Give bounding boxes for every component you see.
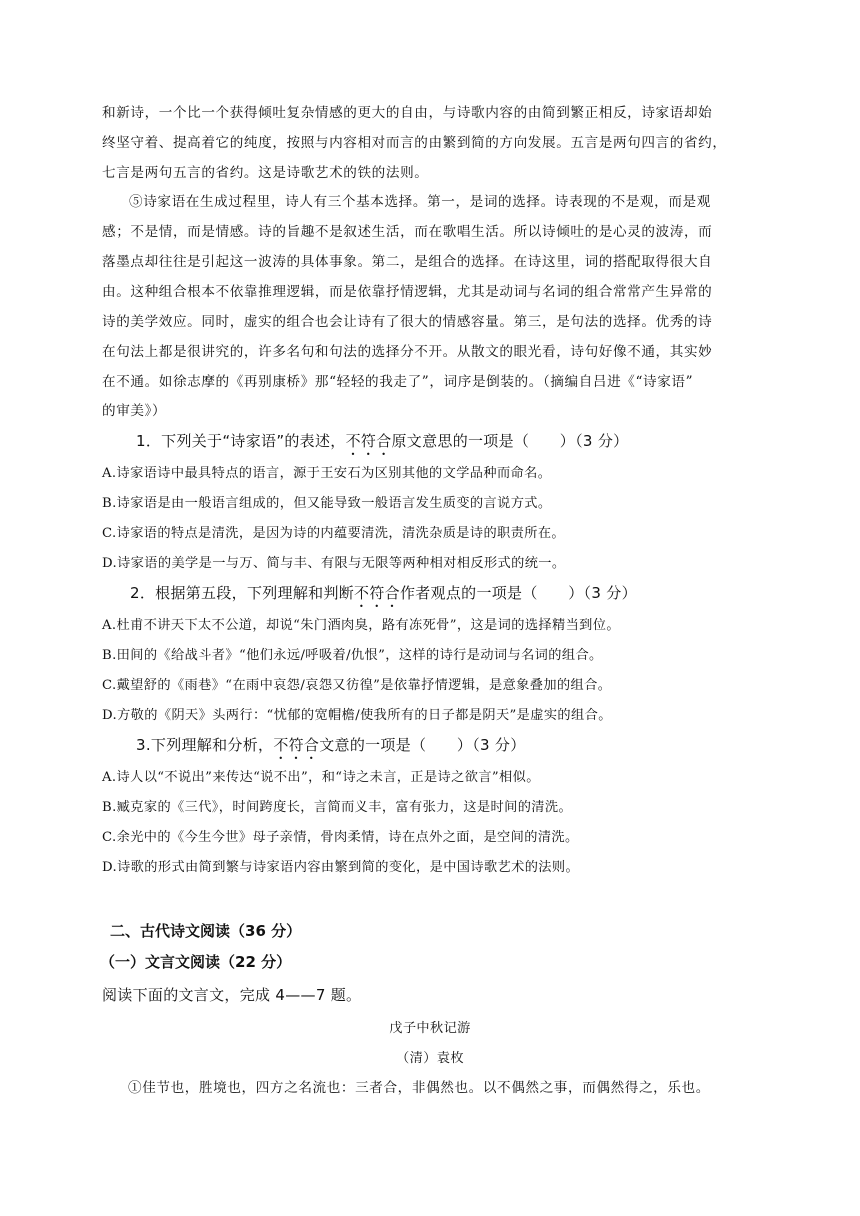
option-d: D.方敬的《阴天》头两行：“忧郁的宽帽檐/使我所有的日子都是阴天”是虚实的组合。	[102, 708, 612, 723]
passage-line: 感；不是情，而是情感。诗的旨趣不是叙述生活，而在歌唱生活。所以诗倾吐的是心灵的波涛，而	[102, 224, 713, 240]
option-c: C.戴望舒的《雨巷》“在雨中哀怨/哀怨又彷徨”是依靠抒情逻辑，是意象叠加的组合。	[102, 678, 612, 693]
option-d: D.诗家语的美学是一与万、简与丰、有限与无限等两种相对相反形式的统一。	[102, 556, 566, 571]
option-c: C.余光中的《今生今世》母子亲情，骨肉柔情，诗在点外之面，是空间的清洗。	[102, 830, 579, 845]
option-a: A.杜甫不讲天下太不公道，却说“朱门酒肉臭，路有冻死骨”，这是词的选择精当到位。	[102, 618, 620, 633]
question-1-stem: 1．下列关于“诗家语”的表述，不符合原文意思的一项是（ ）（3 分）	[136, 432, 629, 450]
option-a: A.诗人以“不说出”来传达“说不出”，和“诗之未言，正是诗之欲言”相似。	[102, 770, 540, 785]
emphasis-text: 不符合	[273, 736, 320, 754]
essay-author: （清）袁枚	[396, 1051, 464, 1066]
emphasis-text: 不符合	[354, 584, 400, 602]
passage-line: 终坚守着、提高着它的纯度，按照与内容相对而言的由繁到简的方向发展。五言是两句四言的省约，	[102, 135, 727, 151]
passage-line: 七言是两句五言的省约。这是诗歌艺术的铁的法则。	[102, 165, 429, 181]
option-b: B.诗家语是由一般语言组成的，但又能导致一般语言发生质变的言说方式。	[102, 496, 552, 511]
passage-line: 诗的美学效应。同时，虚实的组合也会让诗有了很大的情感容量。第三，是句法的选择。优秀的诗	[102, 314, 713, 330]
passage-line: 在不通。如徐志摩的《再别康桥》那“轻轻的我走了”，词序是倒装的。（摘编自吕进《“诗家语”	[102, 374, 694, 390]
passage-line: 在句法上都是很讲究的，许多名句和句法的选择分不开。从散文的眼光看，诗句好像不通，其实妙	[102, 344, 713, 360]
passage-line: 落墨点却往往是引起这一波涛的具体事象。第二，是组合的选择。在诗这里，词的搭配取得很大自	[102, 254, 713, 270]
option-b: B.田间的《给战斗者》“他们永远/呼吸着/仇恨”，这样的诗行是动词与名词的组合。	[102, 648, 603, 663]
passage-line: 由。这种组合根本不依靠推理逻辑，而是依靠抒情逻辑，尤其是动词与名词的组合常常产生异常的	[102, 284, 713, 300]
passage-line: 的审美》）	[102, 403, 167, 419]
passage-line: ⑤诗家语在生成过程里，诗人有三个基本选择。第一，是词的选择。诗表现的不是观，而是观	[129, 194, 711, 210]
option-d: D.诗歌的形式由简到繁与诗家语内容由繁到简的变化，是中国诗歌艺术的法则。	[102, 860, 580, 875]
option-c: C.诗家语的特点是清洗，是因为诗的内蕴要清洗，清洗杂质是诗的职责所在。	[102, 526, 565, 541]
option-b: B.臧克家的《三代》，时间跨度长，言简而义丰，富有张力，这是时间的清洗。	[102, 800, 573, 815]
essay-first-paragraph: ①佳节也，胜境也，四方之名流也：三者合，非偶然也。以不偶然之事，而偶然得之，乐也。	[128, 1080, 710, 1096]
option-a: A.诗家语诗中最具特点的语言，源于王安石为区别其他的文学品种而命名。	[102, 466, 552, 481]
essay-title: 戊子中秋记游	[389, 1021, 471, 1036]
question-2-stem: 2．根据第五段，下列理解和判断不符合作者观点的一项是（ ）（3 分）	[130, 584, 637, 602]
instruction-text: 阅读下面的文言文，完成 4——7 题。	[102, 986, 362, 1004]
section-heading: 二、古代诗文阅读（36 分）	[110, 922, 302, 940]
question-3-stem: 3.下列理解和分析，不符合文意的一项是（ ）（3 分）	[136, 736, 526, 754]
passage-line: 和新诗，一个比一个获得倾吐复杂情感的更大的自由，与诗歌内容的由简到繁正相反，诗家语却始	[102, 105, 713, 121]
emphasis-text: 不符合	[345, 432, 392, 450]
subsection-heading: （一）文言文阅读（22 分）	[100, 953, 292, 971]
